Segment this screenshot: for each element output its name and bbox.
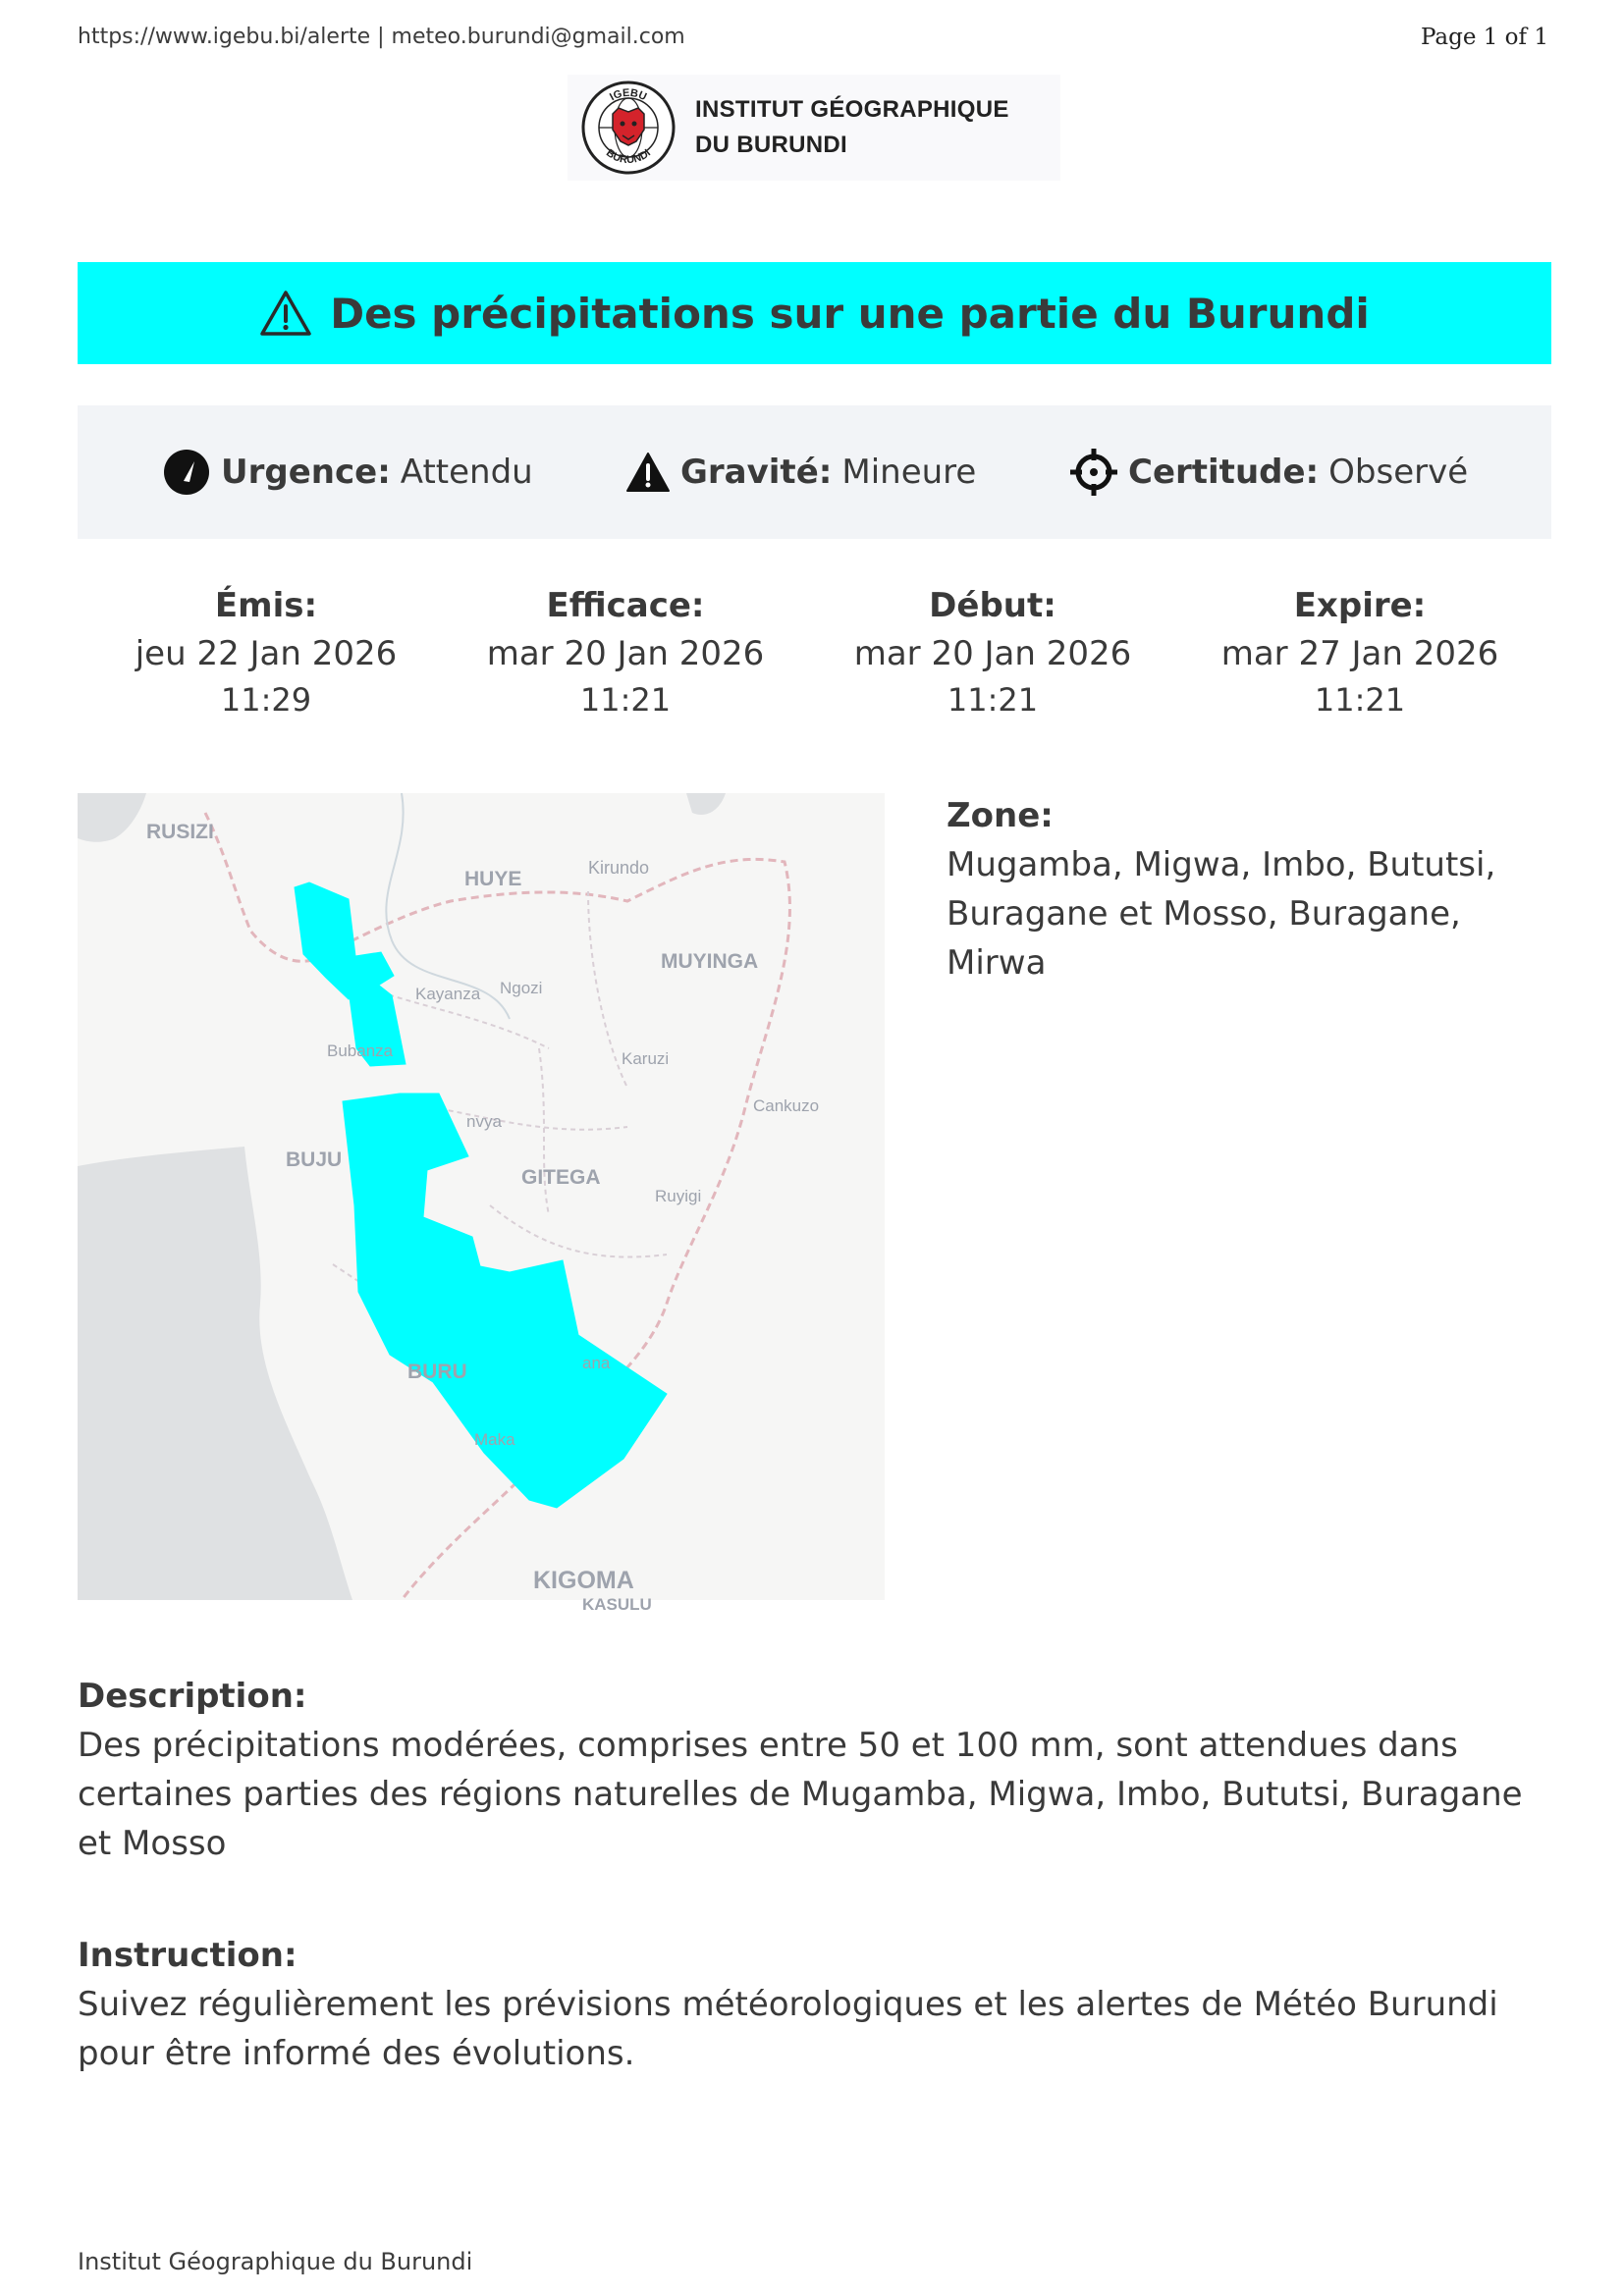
description-section xyxy=(78,1672,1560,1868)
certainty-value: Observé xyxy=(1328,453,1469,492)
urgency-label: Urgence: xyxy=(221,453,391,492)
date-onset xyxy=(850,582,1135,721)
map-label-bubanza: Bubanza xyxy=(327,1041,394,1060)
lake-kivu xyxy=(78,793,146,842)
certainty-item xyxy=(1069,405,1468,539)
map-label-kasulu: KASULU xyxy=(582,1595,652,1614)
date-label: Début: xyxy=(929,586,1056,625)
time-value: 11:29 xyxy=(220,681,312,719)
date-expires xyxy=(1218,582,1502,721)
zone-value: Mugamba, Migwa, Imbo, Bututsi, Buragane et Mosso, Buragane, Mirwa xyxy=(947,845,1496,983)
lake-north xyxy=(686,793,726,815)
igebu-seal-logo xyxy=(579,79,677,177)
time-value: 11:21 xyxy=(1314,681,1406,719)
map-label-ngozi: Ngozi xyxy=(500,979,543,997)
severity-value: Mineure xyxy=(841,453,977,492)
urgency-value: Attendu xyxy=(400,453,533,492)
date-value: mar 20 Jan 2026 xyxy=(853,634,1132,673)
certainty-crosshair-icon xyxy=(1069,448,1118,497)
map-label-kigoma: KIGOMA xyxy=(533,1567,634,1594)
seal-bottom-text: BURUNDI xyxy=(603,146,654,167)
warning-triangle-icon xyxy=(259,290,312,337)
map-label-rutana: ana xyxy=(582,1354,611,1372)
date-effective xyxy=(483,582,768,721)
severity-warning-icon xyxy=(625,452,671,493)
instruction-label: Instruction: xyxy=(78,1936,298,1975)
logo-line-1: INSTITUT GÉOGRAPHIQUE xyxy=(695,96,1009,123)
footer-text: Institut Géographique du Burundi xyxy=(78,2248,473,2275)
map-label-kayanza: Kayanza xyxy=(415,985,481,1003)
logo-text xyxy=(695,92,1009,163)
urgency-clock-icon xyxy=(162,448,211,497)
date-issued xyxy=(124,582,408,721)
logo-line-2: DU BURUNDI xyxy=(695,132,847,158)
header-url-line: https://www.igebu.bi/alerte | meteo.burundi@gmail.com xyxy=(78,25,685,49)
lake-tanganyika xyxy=(78,1147,352,1600)
certainty-label: Certitude: xyxy=(1128,453,1320,492)
zone-section xyxy=(947,791,1555,988)
alert-title: Des précipitations sur une partie du Burundi xyxy=(330,289,1370,338)
map-label-mwaro: nvya xyxy=(466,1112,502,1131)
seal-top-text: IGEBU xyxy=(608,86,649,104)
time-value: 11:21 xyxy=(579,681,672,719)
map-label-karuzi: Karuzi xyxy=(622,1049,670,1068)
alert-meta-box xyxy=(78,405,1551,539)
map-label-kirundo: Kirundo xyxy=(588,858,650,878)
date-value: jeu 22 Jan 2026 xyxy=(135,634,398,673)
severity-item xyxy=(625,405,976,539)
map-label-rusizi: RUSIZI xyxy=(146,821,214,843)
description-label: Description: xyxy=(78,1677,307,1716)
map-label-huye: HUYE xyxy=(464,868,522,890)
alert-title-banner xyxy=(78,262,1551,364)
map-label-bururi: BURU xyxy=(407,1361,467,1383)
page-number: Page 1 of 1 xyxy=(1420,25,1548,50)
zone-label: Zone: xyxy=(947,796,1054,835)
urgency-item xyxy=(162,405,533,539)
logo xyxy=(568,75,1060,181)
severity-label: Gravité: xyxy=(680,453,833,492)
date-value: mar 27 Jan 2026 xyxy=(1220,634,1499,673)
instruction-value: Suivez régulièrement les prévisions météorologiques et les alertes de Météo Burundi pour être informé des évolutions. xyxy=(78,1985,1498,2073)
alert-polygon-north[interactable] xyxy=(295,882,394,999)
map-label-bujumbura: BUJU xyxy=(286,1148,343,1171)
description-value: Des précipitations modérées, comprises entre 50 et 100 mm, sont attendues dans certaines parties des régions naturelles de Mugamba, Migwa, Imbo, Bututsi, Buragane et Mosso xyxy=(78,1726,1523,1863)
time-value: 11:21 xyxy=(947,681,1039,719)
date-value: mar 20 Jan 2026 xyxy=(486,634,765,673)
instruction-section xyxy=(78,1931,1560,2078)
map-label-gitega: GITEGA xyxy=(521,1166,601,1189)
date-label: Expire: xyxy=(1293,586,1427,625)
map-label-makamba: Maka xyxy=(474,1430,515,1449)
map-label-ruyigi: Ruyigi xyxy=(655,1187,702,1205)
date-label: Émis: xyxy=(214,586,318,625)
map-label-cankuzo: Cankuzo xyxy=(753,1096,820,1115)
date-label: Efficace: xyxy=(546,586,705,625)
alert-area-map[interactable] xyxy=(78,793,885,1614)
map-label-muyinga: MUYINGA xyxy=(661,950,759,973)
